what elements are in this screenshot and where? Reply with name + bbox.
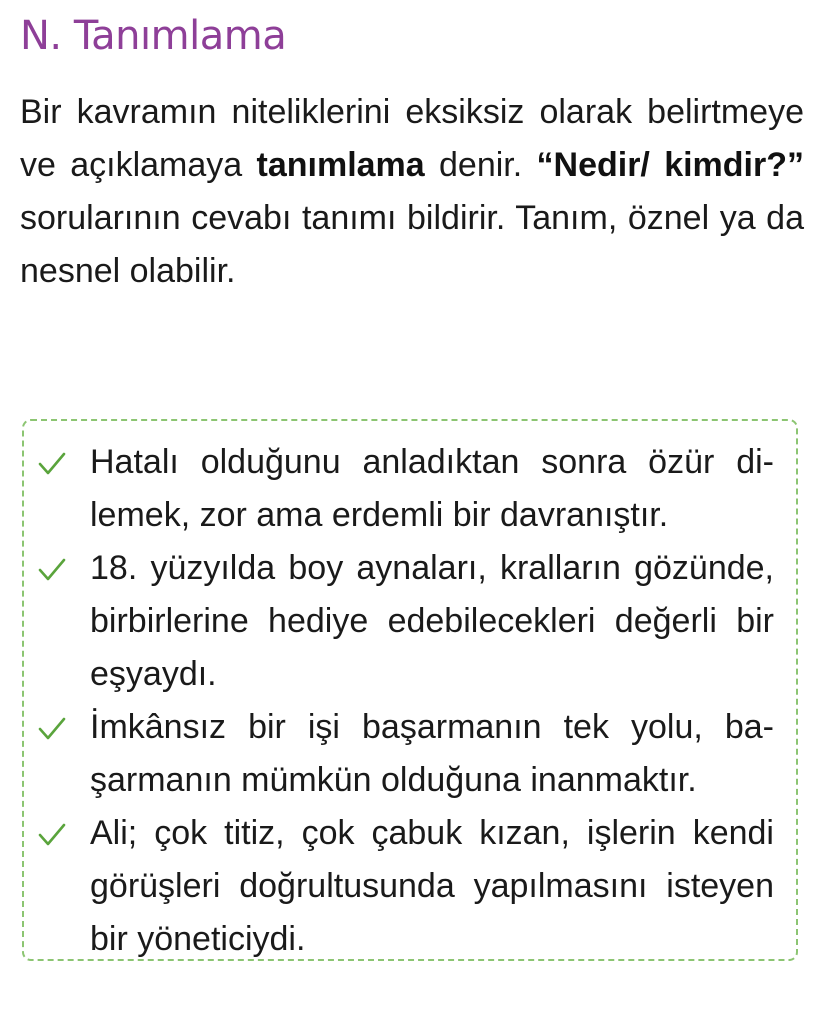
intro-text-3: sorularının cevabı tanımı bildirir. Tanım, öznel ya da nesnel olabilir.: [20, 199, 804, 290]
example-item-2: [90, 542, 774, 701]
check-icon: [38, 542, 68, 595]
intro-text-2: denir.: [424, 146, 537, 184]
example-item-1: [90, 436, 774, 542]
definition-paragraph: [20, 86, 804, 298]
example-text: İmkânsız bir işi başarmanın tek yolu, başarmanın mümkün olduğuna inanmaktır.: [90, 708, 774, 799]
check-icon: [38, 807, 68, 860]
example-text: 18. yüzyılda boy aynaları, kralların gözünde, birbirlerine hediye edebilecekleri değerli bir eşyaydı.: [90, 549, 774, 693]
examples-list: [24, 421, 796, 966]
example-text: Hatalı olduğunu anladıktan sonra özür dilemek, zor ama erdemli bir davranıştır.: [90, 443, 774, 534]
example-text: Ali; çok titiz, çok çabuk kızan, işlerin kendi görüşleri doğrultusunda yapılmasını isteyen bir yöneticiydi.: [90, 814, 774, 958]
examples-box: [22, 419, 798, 961]
check-icon: [38, 701, 68, 754]
example-item-4: [90, 807, 774, 966]
check-icon: [38, 436, 68, 489]
intro-text-1: Bir kavramın niteliklerini eksiksiz olarak belirtmeye ve açıklamaya: [20, 93, 804, 184]
example-item-3: [90, 701, 774, 807]
section-heading: N. Tanımlama: [20, 13, 287, 59]
question-phrase: “Nedir/ kimdir?”: [536, 146, 804, 184]
term-tanimlama: tanımlama: [256, 146, 425, 184]
